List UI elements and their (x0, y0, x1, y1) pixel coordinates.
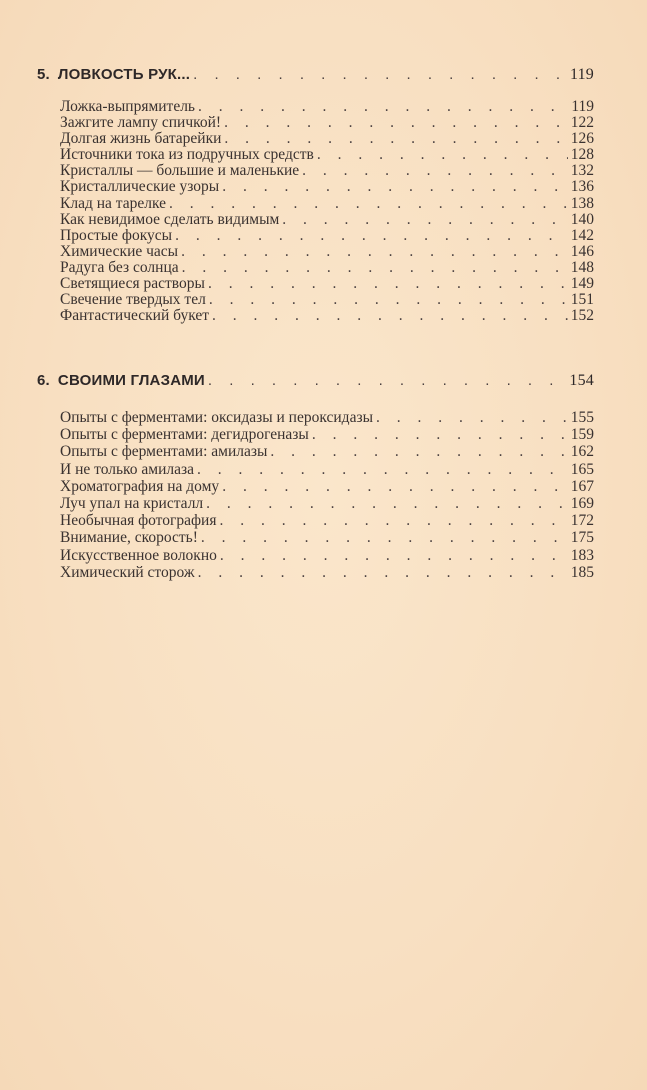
entry-title: Химический сторож (60, 563, 195, 581)
entry-page-number: 165 (570, 460, 594, 478)
dot-leader (212, 308, 568, 324)
entry-page-number: 162 (570, 443, 594, 461)
entry-page-number: 148 (570, 258, 594, 276)
entry-page-number: 126 (570, 130, 594, 148)
entry-title: Опыты с ферментами: дегидрогеназы (60, 426, 309, 444)
entry-page-number: 159 (570, 426, 594, 444)
entry-title: Долгая жизнь батарейки (60, 130, 222, 148)
toc-entry[interactable] (60, 547, 594, 564)
section-number: 5. (37, 66, 50, 83)
dot-leader (312, 426, 568, 443)
toc-entry[interactable] (60, 478, 594, 495)
toc-entry[interactable] (60, 443, 594, 460)
dot-leader (282, 212, 567, 228)
dot-leader (224, 115, 568, 131)
dot-leader (270, 443, 567, 460)
dot-leader (198, 564, 568, 581)
dot-leader (220, 547, 568, 564)
entry-title: Опыты с ферментами: амилазы (60, 443, 268, 461)
toc-entry[interactable] (60, 529, 594, 546)
toc-entry[interactable] (60, 99, 594, 115)
entry-title: Луч упал на кристалл (60, 494, 204, 512)
entry-page-number: 136 (570, 178, 594, 196)
entry-title: Радуга без солнца (60, 258, 179, 276)
dot-leader (208, 372, 566, 389)
dot-leader (201, 529, 568, 546)
entry-title: Необычная фотография (60, 512, 217, 530)
dot-leader (175, 228, 568, 244)
toc-entry[interactable] (60, 461, 594, 478)
entry-page-number: 140 (570, 210, 594, 228)
section-5-items (60, 99, 594, 324)
entry-title: Как невидимое сделать видимым (60, 210, 280, 228)
entry-title: Искусственное волокно (60, 546, 217, 564)
entry-page-number: 152 (570, 307, 594, 325)
entry-page-number: 119 (571, 98, 594, 115)
toc-entry[interactable] (60, 495, 594, 512)
dot-leader (193, 66, 567, 83)
entry-title: Кристаллические узоры (60, 178, 220, 196)
dot-leader (181, 244, 568, 260)
entry-title: Химические часы (60, 242, 179, 260)
section-page-number: 154 (569, 372, 594, 389)
toc-entry[interactable] (60, 564, 594, 581)
entry-page-number: 175 (570, 529, 594, 547)
entry-page-number: 128 (570, 146, 594, 164)
entry-page-number: 146 (570, 242, 594, 260)
toc-entry[interactable] (60, 244, 594, 260)
toc-entry[interactable] (60, 147, 594, 163)
entry-title: Фантастический букет (60, 307, 209, 325)
entry-page-number: 138 (570, 194, 594, 212)
dot-leader (197, 461, 568, 478)
entry-page-number: 142 (570, 226, 594, 244)
section-heading-6[interactable] (37, 372, 594, 390)
section-6-items (60, 409, 594, 581)
entry-page-number: 149 (570, 275, 594, 293)
toc-entry[interactable] (60, 426, 594, 443)
toc-entry[interactable] (60, 308, 594, 324)
entry-page-number: 167 (570, 477, 594, 495)
entry-title: Опыты с ферментами: оксидазы и пероксидазы (60, 409, 373, 426)
toc-entry[interactable] (60, 260, 594, 276)
toc-entry[interactable] (60, 292, 594, 308)
entry-title: Свечение твердых тел (60, 291, 206, 309)
entry-page-number: 169 (570, 494, 594, 512)
entry-title: Ложка-выпрямитель (60, 98, 196, 115)
entry-page-number: 155 (570, 409, 594, 426)
entry-title: Клад на тарелке (60, 194, 166, 212)
toc-entry[interactable] (60, 179, 594, 195)
dot-leader (198, 99, 568, 115)
entry-title: Хроматография на дому (60, 477, 220, 495)
toc-entry[interactable] (60, 131, 594, 147)
entry-page-number: 172 (570, 512, 594, 530)
dot-leader (222, 179, 568, 195)
section-number: 6. (37, 372, 50, 389)
toc-entry[interactable] (60, 512, 594, 529)
toc-entry[interactable] (60, 115, 594, 131)
dot-leader (376, 409, 568, 426)
dot-leader (206, 495, 568, 512)
dot-leader (219, 512, 567, 529)
toc-entry[interactable] (60, 212, 594, 228)
entry-title: Источники тока из подручных средств (60, 146, 314, 164)
entry-page-number: 122 (570, 114, 594, 132)
dot-leader (209, 292, 568, 308)
toc-entry[interactable] (60, 409, 594, 426)
dot-leader (222, 478, 568, 495)
dot-leader (182, 260, 568, 276)
entry-page-number: 183 (570, 546, 594, 564)
section-page-number: 119 (569, 66, 594, 83)
dot-leader (302, 163, 568, 179)
toc-entry[interactable] (60, 163, 594, 179)
entry-page-number: 151 (570, 291, 594, 309)
section-heading-5[interactable] (37, 66, 594, 84)
dot-leader (317, 147, 568, 163)
dot-leader (224, 131, 567, 147)
entry-title: Простые фокусы (60, 226, 173, 244)
entry-title: Светящиеся растворы (60, 275, 205, 293)
entry-title: И не только амилаза (60, 460, 195, 478)
entry-title: Кристаллы — большие и маленькие (60, 162, 300, 180)
section-title: СВОИМИ ГЛАЗАМИ (57, 372, 205, 389)
entry-page-number: 132 (570, 162, 594, 180)
dot-leader (208, 276, 568, 292)
dot-leader (169, 196, 568, 212)
toc-entry[interactable] (60, 196, 594, 212)
entry-page-number: 185 (570, 563, 594, 581)
section-title: ЛОВКОСТЬ РУК... (57, 66, 191, 83)
entry-title: Зажгите лампу спичкой! (60, 114, 222, 132)
entry-title: Внимание, скорость! (60, 529, 198, 547)
toc-entry[interactable] (60, 228, 594, 244)
toc-entry[interactable] (60, 276, 594, 292)
